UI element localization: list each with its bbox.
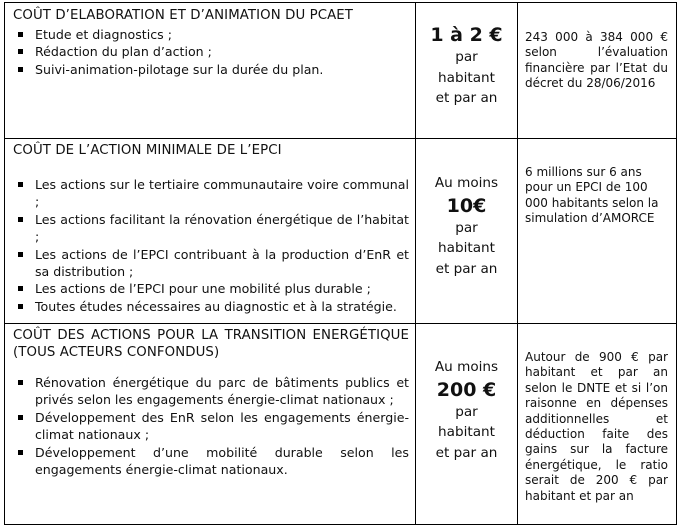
cost-table	[4, 2, 677, 525]
row-2-description	[13, 142, 409, 315]
row-1-description	[13, 7, 409, 78]
cost-unit: habitant	[438, 424, 495, 440]
row-3-description	[13, 327, 409, 478]
cost-unit: et par an	[435, 260, 498, 277]
cost-prefix: Au moins	[434, 359, 499, 375]
list-item: Rénovation énergétique du parc de bâtiments publics et privés selon les engagements énergie-climat nationaux ;	[13, 374, 409, 409]
cost-unit: habitant	[438, 240, 495, 256]
row-2-note: 6 millions sur 6 ans pour un EPCI de 100 000 habitants selon la simulation d’AMORCE	[525, 165, 659, 226]
cost-unit: par	[455, 49, 478, 65]
list-item: Les actions sur le tertiaire communautaire voire communal ;	[13, 176, 409, 211]
list-item: Les actions de l’EPCI contribuant à la production d’EnR et sa distribution ;	[13, 246, 409, 281]
cost-value: 1 à 2 €	[430, 24, 503, 46]
row-3-note: Autour de 900 € par habitant et par an selon le DNTE et si l’on raisonne en dépenses additionnelles et déduction faite des gains sur la facture énergétique, le ratio serait de 200 € par habitant et par an	[525, 350, 668, 503]
row-3-cost	[416, 357, 517, 463]
list-item: Développement des EnR selon les engagements énergie-climat nationaux ;	[13, 409, 409, 444]
cost-unit: par	[455, 403, 478, 420]
row-heading: COÛT D’ELABORATION ET D’ANIMATION DU PCAET	[13, 8, 354, 23]
list-item: Etude et diagnostics ;	[13, 26, 409, 43]
row-divider	[5, 138, 676, 139]
bullet-list	[13, 26, 409, 78]
row-heading: COÛT DE L’ACTION MINIMALE DE L’EPCI	[13, 143, 282, 158]
list-item: Développement d’une mobilité durable selon les engagements énergie-climat nationaux.	[13, 444, 409, 479]
row-1-note: 243 000 à 384 000 € selon l’évaluation financière par l’Etat du décret du 28/06/2016	[525, 30, 668, 91]
cost-unit: par	[455, 219, 478, 236]
list-item: Toutes études nécessaires au diagnostic et à la stratégie.	[13, 298, 409, 315]
cost-value: 10€	[446, 194, 487, 217]
cost-unit: habitant	[438, 69, 495, 86]
row-divider	[5, 323, 676, 324]
column-divider	[517, 3, 518, 524]
row-2-cost	[416, 173, 517, 279]
bullet-list	[13, 374, 409, 478]
list-item: Rédaction du plan d’action ;	[13, 43, 409, 60]
cost-prefix: Au moins	[434, 175, 499, 191]
list-item: Suivi-animation-pilotage sur la durée du plan.	[13, 61, 409, 78]
row-heading: COÛT DES ACTIONS POUR LA TRANSITION ENERGÉTIQUE (TOUS ACTEURS CONFONDUS)	[13, 328, 409, 360]
cost-value: 200 €	[436, 378, 497, 401]
list-item: Les actions de l’EPCI pour une mobilité plus durable ;	[13, 280, 409, 297]
row-1-cost	[416, 23, 517, 109]
cost-unit: et par an	[435, 90, 498, 106]
list-item: Les actions facilitant la rénovation énergétique de l’habitat ;	[13, 211, 409, 246]
cost-unit: et par an	[435, 444, 498, 461]
bullet-list	[13, 176, 409, 315]
